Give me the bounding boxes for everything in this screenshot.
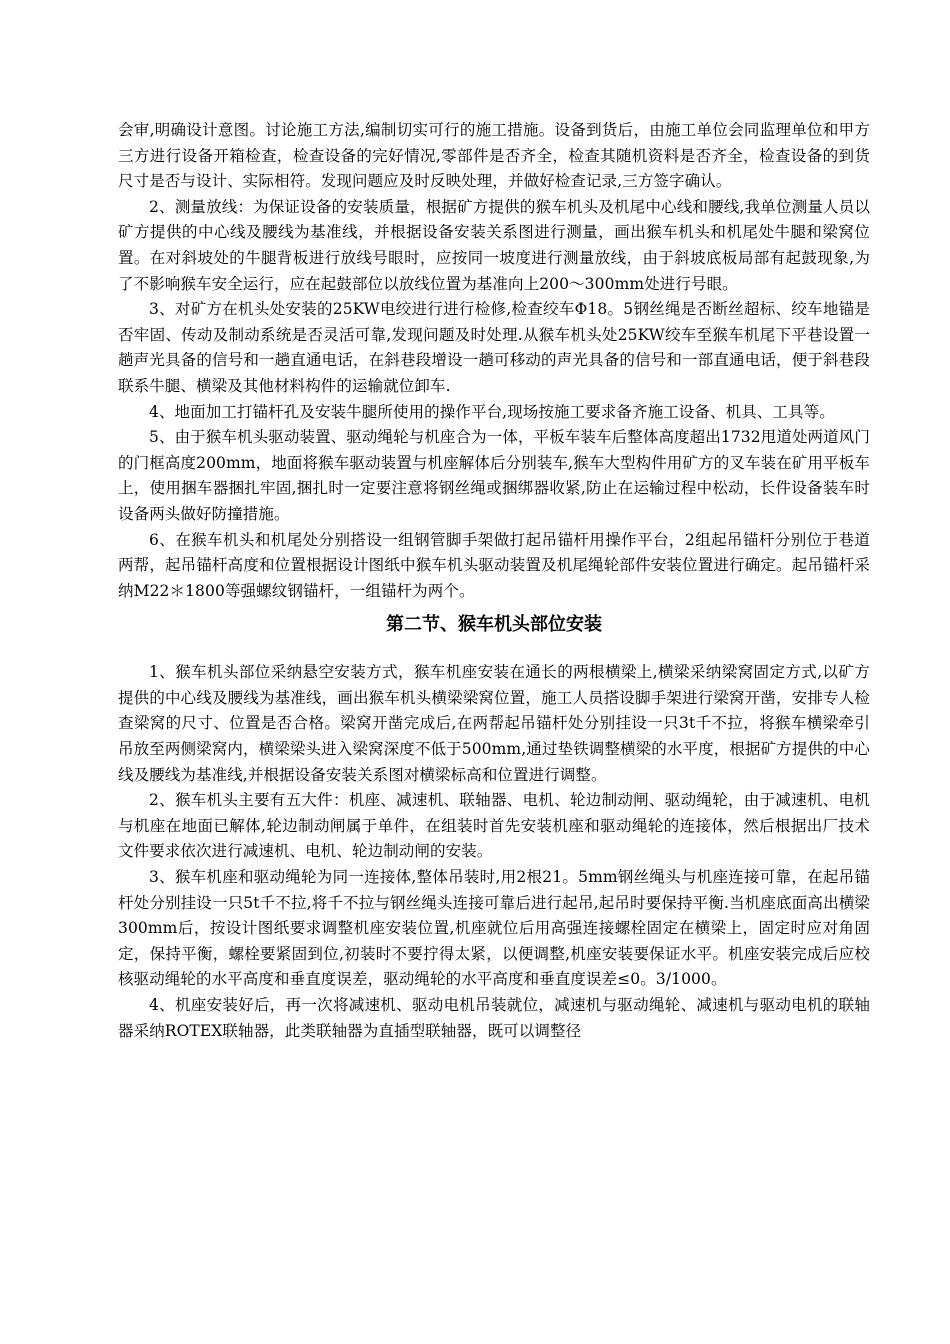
paragraph-transport: 5、由于猴车机头驱动装置、驱动绳轮与机座合为一体，平板车装车后整体高度超出1732甩道处两道风门的门框高度200mm，地面将猴车驱动装置与机座解体后分别装车,猴车大型构件用矿方的叉车装在矿用平板车上，使用捆车器捆扎牢固,捆扎时一定要注意将钢丝绳或捆绑器收紧,防止在运输过程中松动，长件设备装车时设备两头做好防撞措施。 — [118, 428, 870, 523]
section-title: 第二节、猴车机头部位安装 — [386, 614, 602, 636]
paragraph-winch-inspection: 3、对矿方在机头处安装的25KW电绞进行进行检修,检查绞车Φ18。5钢丝绳是否断丝超标、绞车地锚是否牢固、传动及制动系统是否灵活可靠,发现问题及时处理.从猴车机头处25KW绞车至猴车机尾下平巷设置一趟声光具备的信号和一趟直通电话，在斜巷段增设一趟可移动的声光具备的信号和一部直通电话，便于斜巷段联系牛腿、横梁及其他材料构件的运输就位卸车. — [118, 300, 870, 395]
paragraph-survey-layout: 2、测量放线：为保证设备的安装质量，根据矿方提供的猴车机头及机尾中心线和腰线,我单位测量人员以矿方提供的中心线及腰线为基准线，并根据设备安装关系图进行测量，画出猴车机头和机尾处牛腿和梁窝位置。在对斜坡处的牛腿背板进行放线号眼时，应按同一坡度进行测量放线，由于斜坡底板局部有起鼓现象,为了不影响猴车安全运行，应在起鼓部位以放线位置为基准向上200～300mm处进行号眼。 — [118, 197, 870, 293]
paragraph-reducer-motor: 4、机座安装好后，再一次将减速机、驱动电机吊装就位，减速机与驱动绳轮、减速机与驱动电机的联轴器采纳ROTEX联轴器，此类联轴器为直插型联轴器，既可以调整径 — [118, 996, 870, 1040]
paragraph-continuation: 会审,明确设计意图。讨论施工方法,编制切实可行的施工措施。设备到货后，由施工单位会同监理单位和甲方三方进行设备开箱检查，检查设备的完好情况,零部件是否齐全，检查其随机资料是否齐全，检查设备的到货尺寸是否与设计、实际相符。发现问题应及时反映处理，并做好检查记录,三方签字确认。 — [118, 121, 870, 191]
document-page — [118, 118, 870, 1044]
paragraph-base-hoisting: 3、猴车机座和驱动绳轮为同一连接体,整体吊装时,用2根21。5mm钢丝绳头与机座连接可靠，在起吊锚杆处分别挂设一只5t千不拉,将千不拉与钢丝绳头连接可靠后进行起吊,起吊时要保持平衡.当机座底面高出横梁300mm后，按设计图纸要求调整机座安装位置,机座就位后用高强连接螺栓固定在横梁上，固定时应对角固定，保持平衡，螺栓要紧固到位,初装时不要拧得太紧，以便调整,机座安装要保证水平。机座安装完成后应校核驱动绳轮的水平高度和垂直度误差，驱动绳轮的水平高度和垂直度误差≤0。3/1000。 — [118, 868, 870, 989]
paragraph-scaffold-anchors: 6、在猴车机头和机尾处分别搭设一组钢管脚手架做打起吊锚杆用操作平台，2组起吊锚杆分别位于巷道两帮，起吊锚杆高度和位置根据设计图纸中猴车机头驱动装置及机尾绳轮部件安装位置进行确定。起吊锚杆采纳M22＊1800等强螺纹钢锚杆，一组锚杆为两个。 — [118, 530, 870, 600]
paragraph-head-mounting: 1、猴车机头部位采纳悬空安装方式，猴车机座安装在通长的两根横梁上,横梁采纳梁窝固定方式,以矿方提供的中心线及腰线为基准线，画出猴车机头横梁梁窝位置，施工人员搭设脚手架进行梁窝开凿，安排专人检查梁窝的尺寸、位置是否合格。梁窝开凿完成后,在两帮起吊锚杆处分别挂设一只3t千不拉，将猴车横梁牵引吊放至两侧梁窝内，横梁梁头进入梁窝深度不低于500mm,通过垫铁调整横梁的水平度，根据矿方提供的中心线及腰线为基准线,并根据设备安装关系图对横梁标高和位置进行调整。 — [118, 663, 870, 784]
paragraph-ground-platform: 4、地面加工打锚杆孔及安装牛腿所使用的操作平台,现场按施工要求备齐施工设备、机具、工具等。 — [149, 402, 835, 421]
paragraph-head-components: 2、猴车机头主要有五大件：机座、减速机、联轴器、电机、轮边制动闸、驱动绳轮，由于减速机、电机与机座在地面已解体,轮边制动闸属于单件，在组装时首先安装机座和驱动绳轮的连接体，然后根据出厂技术文件要求依次进行减速机、电机、轮边制动闸的安装。 — [118, 791, 870, 861]
